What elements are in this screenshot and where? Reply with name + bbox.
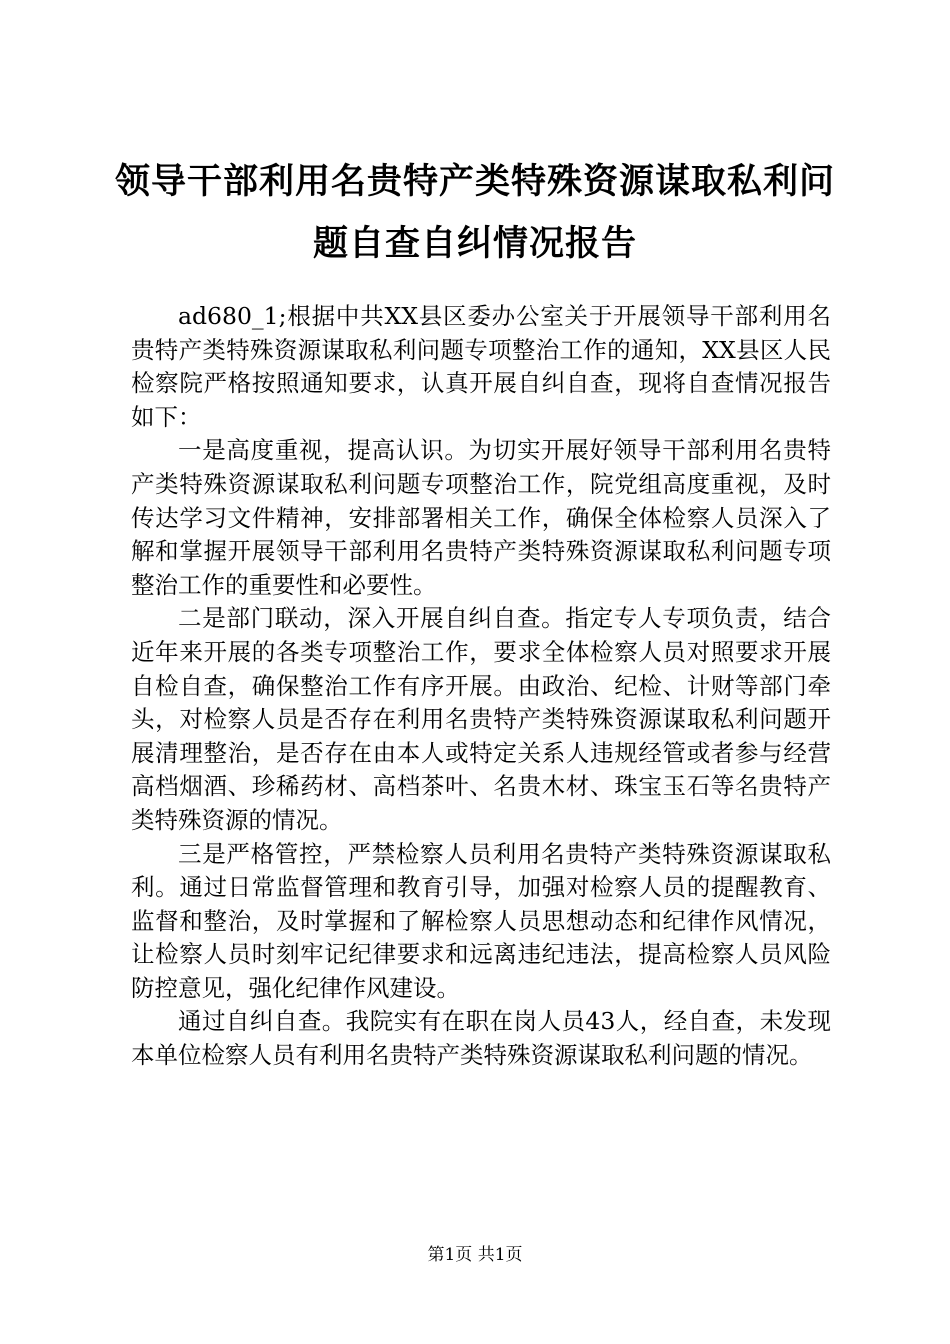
paragraph-point-2: 二是部门联动，深入开展自纠自查。指定专人专项负责，结合近年来开展的各类专项整治工作，要求全体检察人员对照要求开展自检自查，确保整治工作有序开展。由政治、纪检、计财等部门牵头，对检察人员是否存在利用名贵特产类特殊资源谋取私利问题开展清理整治，是否存在由本人或特定关系人违规经管或者参与经营高档烟酒、珍稀药材、高档茶叶、名贵木材、珠宝玉石等名贵特产类特殊资源的情况。 <box>131 604 831 834</box>
document-body <box>131 300 831 1073</box>
paragraph-point-3: 三是严格管控，严禁检察人员利用名贵特产类特殊资源谋取私利。通过日常监督管理和教育引导，加强对检察人员的提醒教育、监督和整治，及时掌握和了解检察人员思想动态和纪律作风情况，让检察人员时刻牢记纪律要求和远离违纪违法，提高检察人员风险防控意见，强化纪律作风建设。 <box>131 839 831 1002</box>
paragraph-intro: ad680_1;根据中共XX县区委办公室关于开展领导干部利用名贵特产类特殊资源谋取私利问题专项整治工作的通知，XX县区人民检察院严格按照通知要求，认真开展自纠自查，现将自查情况报告如下： <box>131 302 831 431</box>
document-title-line-1: 领导干部利用名贵特产类特殊资源谋取私利问 <box>114 162 835 202</box>
document-title-line-2: 题自查自纠情况报告 <box>312 224 637 264</box>
paragraph-conclusion: 通过自纠自查。我院实有在职在岗人员43人，经自查，未发现本单位检察人员有利用名贵特产类特殊资源谋取私利问题的情况。 <box>131 1007 831 1070</box>
page-number-footer: 第1页 共1页 <box>427 1245 523 1265</box>
paragraph-point-1: 一是高度重视，提高认识。为切实开展好领导干部利用名贵特产类特殊资源谋取私利问题专项整治工作，院党组高度重视，及时传达学习文件精神，安排部署相关工作，确保全体检察人员深入了解和掌握开展领导干部利用名贵特产类特殊资源谋取私利问题专项整治工作的重要性和必要性。 <box>131 436 831 599</box>
